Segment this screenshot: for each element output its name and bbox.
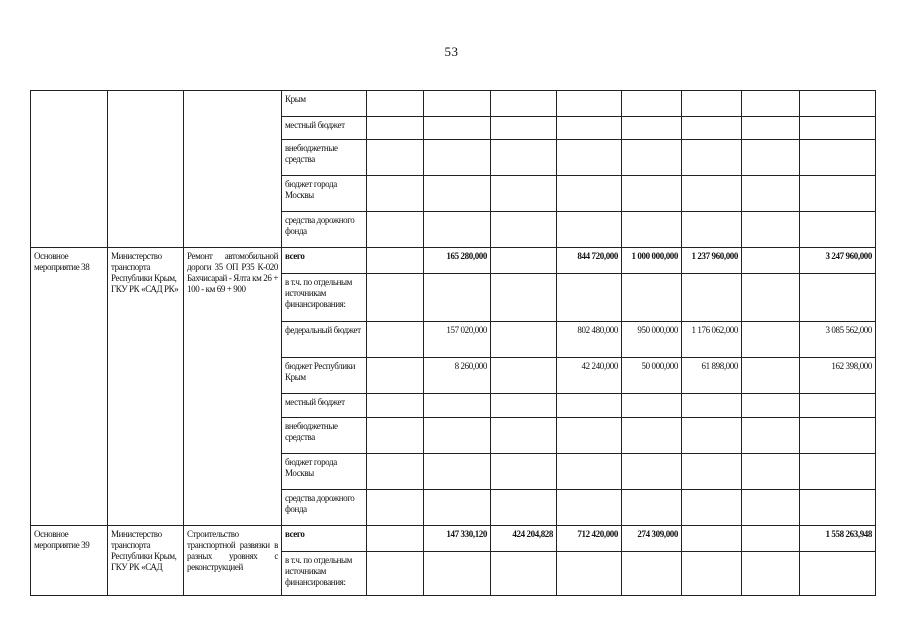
value-cell: 1 237 960,000 [682,248,742,274]
value-cell: 3 247 960,000 [800,248,876,274]
funding-source-cell: бюджет города Москвы [282,454,367,490]
table-row [31,526,876,552]
table-row [31,91,876,117]
value-cell: 42 240,000 [557,358,622,394]
funding-source-cell: средства дорожного фонда [282,212,367,248]
funding-source-cell: средства дорожного фонда [282,490,367,526]
funding-source-cell: бюджет Республики Крым [282,358,367,394]
funding-source-cell: внебюджетные средства [282,418,367,454]
value-cell [682,526,742,552]
value-cell: 61 898,000 [682,358,742,394]
value-cell [742,358,800,394]
value-cell: 950 000,000 [622,322,682,358]
funding-source-cell: местный бюджет [282,394,367,418]
event-title-cell: Основное мероприятие 38 [31,248,108,526]
funding-source-cell: в т.ч. по отдельным источникам финансирования: [282,274,367,322]
table-row [31,248,876,274]
funding-source-cell: всего [282,248,367,274]
value-cell: 157 020,000 [424,322,491,358]
funding-source-cell: местный бюджет [282,117,367,140]
value-cell [491,322,557,358]
event-cell-continued [31,91,108,248]
value-cell: 844 720,000 [557,248,622,274]
funding-source-cell: федеральный бюджет [282,322,367,358]
value-cell: 162 398,000 [800,358,876,394]
value-cell: 8 260,000 [424,358,491,394]
measure-cell: Ремонт автомобильной дороги 35 ОП Р35 К-020 Бахчисарай - Ялта км 26 + 100 - км 69 + 900 [184,248,282,526]
value-cell [742,526,800,552]
value-cell: 50 000,000 [622,358,682,394]
funding-source-cell: Крым [282,91,367,117]
measure-cell-continued [184,91,282,248]
page-number: 53 [444,44,459,59]
value-cell: 1 176 062,000 [682,322,742,358]
funding-source-cell: всего [282,526,367,552]
funding-source-cell: в т.ч. по отдельным источникам финансирования: [282,552,367,596]
funding-source-cell: бюджет города Москвы [282,176,367,212]
value-cell: 424 204,828 [491,526,557,552]
value-cell [742,248,800,274]
value-cell [742,322,800,358]
executor-cell-continued [108,91,184,248]
executor-cell: Министерство транспорта Республики Крым, ГКУ РК «САД [108,526,184,596]
value-cell [491,358,557,394]
funding-source-cell: внебюджетные средства [282,140,367,176]
value-cell: 712 420,000 [557,526,622,552]
value-cell: 1 558 263,948 [800,526,876,552]
value-cell: 802 480,000 [557,322,622,358]
value-cell: 274 309,000 [622,526,682,552]
measure-cell: Строительство транспортной развязки в разных уровнях с реконструкцией [184,526,282,596]
value-cell: 165 280,000 [424,248,491,274]
event-title-cell: Основное мероприятие 39 [31,526,108,596]
value-cell: 3 085 562,000 [800,322,876,358]
value-cell: 1 000 000,000 [622,248,682,274]
budget-table [30,90,876,596]
executor-cell: Министерство транспорта Республики Крым, ГКУ РК «САД РК» [108,248,184,526]
value-cell [491,248,557,274]
value-cell: 147 330,120 [424,526,491,552]
